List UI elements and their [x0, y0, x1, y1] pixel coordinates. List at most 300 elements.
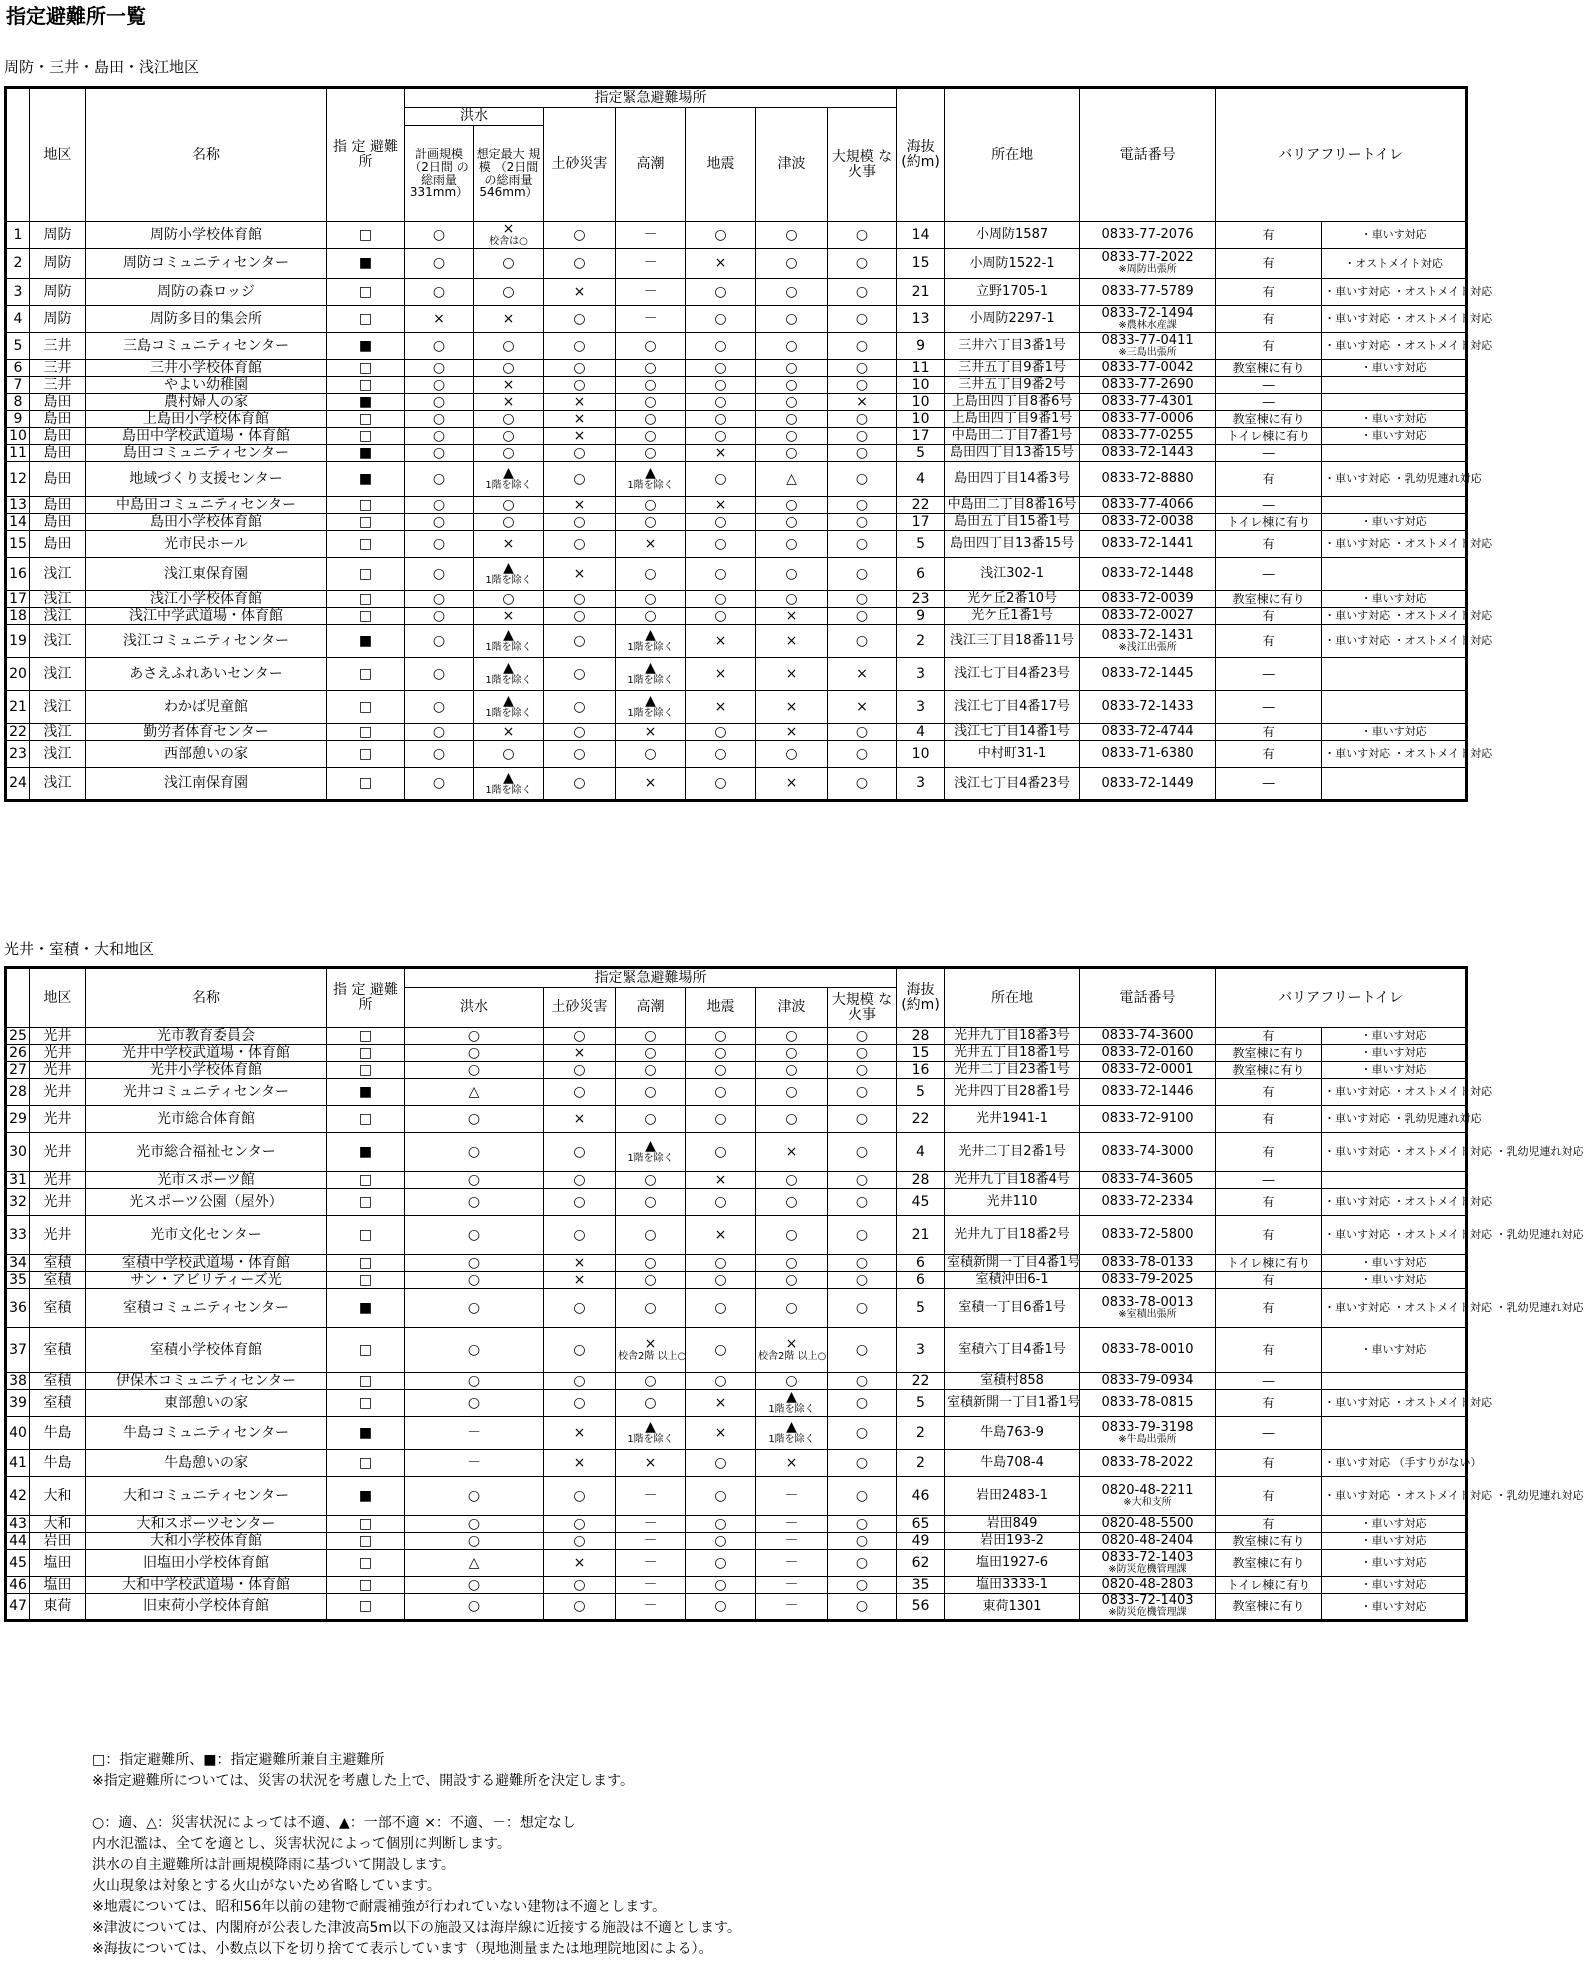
row-fire: ○ — [828, 1216, 897, 1255]
row-barrier-status: 有 — [1216, 741, 1322, 768]
row-designated: □ — [327, 1390, 405, 1417]
row-quake: ○ — [686, 1533, 756, 1550]
table-row — [6, 625, 1467, 658]
row-address: 光井九丁目18番3号 — [945, 1028, 1080, 1045]
col-designated: 指 定 避難所 — [327, 88, 405, 222]
row-quake: × — [686, 249, 756, 279]
row-flood-plan: ○ — [405, 360, 474, 377]
row-barrier-detail: ・車いす対応 ・オストメイト対応 ・乳幼児連れ対応 — [1322, 1133, 1467, 1172]
row-number: 37 — [6, 1328, 30, 1373]
row-fire: ○ — [828, 741, 897, 768]
row-district: 牛島 — [30, 1417, 86, 1450]
row-flood-plan: ○ — [405, 411, 474, 428]
notes — [92, 1750, 741, 1960]
row-storm — [616, 625, 686, 658]
row-name: 地域づくり支援センター — [86, 462, 327, 497]
row-phone-note: ※農林水産課 — [1118, 319, 1177, 331]
row-quake: ○ — [686, 428, 756, 445]
row-storm-mark: × — [644, 1454, 657, 1471]
row-altitude: 16 — [897, 1062, 945, 1079]
row-flood-max-note: 1階を除く — [485, 675, 532, 687]
row-designated: ■ — [327, 333, 405, 360]
row-storm — [616, 249, 686, 279]
table-row — [6, 1106, 1467, 1133]
row-altitude: 35 — [897, 1577, 945, 1594]
row-altitude: 21 — [897, 1216, 945, 1255]
row-landslide: ○ — [544, 360, 616, 377]
table-row — [6, 591, 1467, 608]
row-phone-number: 0833-72-1446 — [1101, 1084, 1194, 1100]
row-phone — [1080, 1216, 1216, 1255]
row-quake: ○ — [686, 1189, 756, 1216]
row-barrier-detail: ・車いす対応 ・オストメイト対応 — [1322, 531, 1467, 558]
row-barrier-status: 有 — [1216, 306, 1322, 333]
note-line: ※海抜については、小数点以下を切り捨てて表示しています（現地測量または地理院地図による）。 — [92, 1941, 713, 1957]
row-tsunami-mark: ○ — [785, 496, 798, 513]
row-name: 伊保木コミュニティセンター — [86, 1373, 327, 1390]
row-quake: ○ — [686, 377, 756, 394]
row-number: 31 — [6, 1172, 30, 1189]
row-barrier-status: 有 — [1216, 1450, 1322, 1477]
col-quake: 地震 — [686, 988, 756, 1028]
row-number: 19 — [6, 625, 30, 658]
col-designated: 指 定 避難所 — [327, 968, 405, 1028]
row-tsunami-mark: ○ — [785, 535, 798, 552]
row-barrier-detail: ・車いす対応 — [1322, 1062, 1467, 1079]
table-row — [6, 222, 1467, 249]
row-number: 14 — [6, 514, 30, 531]
row-quake: ○ — [686, 462, 756, 497]
table-row — [6, 1450, 1467, 1477]
row-altitude: 9 — [897, 333, 945, 360]
row-designated: ■ — [327, 462, 405, 497]
row-quake: ○ — [686, 531, 756, 558]
row-fire: ○ — [828, 1106, 897, 1133]
row-quake: ○ — [686, 411, 756, 428]
row-phone — [1080, 1106, 1216, 1133]
row-district: 室積 — [30, 1272, 86, 1289]
row-district: 浅江 — [30, 658, 86, 691]
row-flood-max-mark: ○ — [502, 255, 515, 272]
row-designated: □ — [327, 768, 405, 801]
row-landslide: ○ — [544, 1533, 616, 1550]
row-phone-number: 0833-77-0042 — [1101, 360, 1194, 376]
row-tsunami — [756, 394, 828, 411]
row-storm — [616, 1028, 686, 1045]
row-altitude: 6 — [897, 558, 945, 591]
row-barrier-status: 有 — [1216, 1106, 1322, 1133]
table-row — [6, 497, 1467, 514]
row-fire: ○ — [828, 333, 897, 360]
row-barrier-detail — [1322, 768, 1467, 801]
row-storm — [616, 608, 686, 625]
table-row — [6, 411, 1467, 428]
row-barrier-detail: ・車いす対応 — [1322, 1533, 1467, 1550]
row-flood-max-mark: × — [502, 607, 515, 624]
col-flood-plan: 計画規模 （2日間 の総雨量 331mm） — [405, 126, 474, 222]
row-flood-max — [474, 558, 544, 591]
row-name: 大和中学校武道場・体育館 — [86, 1577, 327, 1594]
row-phone — [1080, 1062, 1216, 1079]
row-address: 室積村858 — [945, 1373, 1080, 1390]
row-flood-plan: ○ — [405, 608, 474, 625]
row-landslide: × — [544, 1417, 616, 1450]
row-altitude: 5 — [897, 445, 945, 462]
row-district: 三井 — [30, 377, 86, 394]
row-altitude: 2 — [897, 1450, 945, 1477]
row-name: 東部憩いの家 — [86, 1390, 327, 1417]
row-name: 光市民ホール — [86, 531, 327, 558]
col-tsunami: 津波 — [756, 108, 828, 222]
row-landslide: × — [544, 1450, 616, 1477]
row-address: 三井六丁目3番1号 — [945, 333, 1080, 360]
row-altitude: 3 — [897, 658, 945, 691]
row-designated: □ — [327, 1189, 405, 1216]
row-tsunami-mark: ○ — [785, 1271, 798, 1288]
row-barrier-status: 教室棟に有り — [1216, 360, 1322, 377]
row-storm-mark: ○ — [644, 1044, 657, 1061]
row-number: 23 — [6, 741, 30, 768]
row-designated: □ — [327, 411, 405, 428]
row-altitude: 15 — [897, 1045, 945, 1062]
row-phone-number: 0833-72-1441 — [1101, 536, 1194, 552]
row-barrier-status: トイレ棟に有り — [1216, 1255, 1322, 1272]
row-tsunami — [756, 1550, 828, 1577]
row-tsunami-mark: ○ — [785, 337, 798, 354]
row-name: 勤労者体育センター — [86, 724, 327, 741]
row-flood: ○ — [405, 1255, 544, 1272]
row-altitude: 21 — [897, 279, 945, 306]
row-landslide: ○ — [544, 1028, 616, 1045]
row-quake: ○ — [686, 608, 756, 625]
row-barrier-status: 教室棟に有り — [1216, 1533, 1322, 1550]
row-address: 三井五丁目9番2号 — [945, 377, 1080, 394]
row-name: 周防の森ロッジ — [86, 279, 327, 306]
row-fire: ○ — [828, 558, 897, 591]
row-phone-number: 0833-79-0934 — [1101, 1373, 1194, 1389]
row-barrier-status: 有 — [1216, 462, 1322, 497]
row-address: 光ケ丘1番1号 — [945, 608, 1080, 625]
row-landslide: ○ — [544, 1079, 616, 1106]
row-name: 旧束荷小学校体育館 — [86, 1594, 327, 1621]
row-storm-mark: － — [643, 283, 658, 300]
row-tsunami-mark: － — [784, 1487, 799, 1504]
row-tsunami — [756, 768, 828, 801]
row-landslide: × — [544, 1550, 616, 1577]
row-phone-number: 0833-79-2025 — [1101, 1272, 1194, 1288]
row-designated: □ — [327, 279, 405, 306]
table-row — [6, 1062, 1467, 1079]
table-row — [6, 1417, 1467, 1450]
col-barrier: バリアフリートイレ — [1216, 88, 1467, 222]
row-flood-max — [474, 394, 544, 411]
row-flood-plan: ○ — [405, 462, 474, 497]
row-name: 浅江中学武道場・体育館 — [86, 608, 327, 625]
row-storm-mark: ○ — [644, 1027, 657, 1044]
row-designated: □ — [327, 1594, 405, 1621]
row-landslide: ○ — [544, 591, 616, 608]
row-flood-max — [474, 377, 544, 394]
row-district: 島田 — [30, 514, 86, 531]
row-phone — [1080, 1550, 1216, 1577]
row-flood: △ — [405, 1079, 544, 1106]
row-designated: □ — [327, 1328, 405, 1373]
row-number: 3 — [6, 279, 30, 306]
row-phone-number: 0833-74-3600 — [1101, 1028, 1194, 1044]
row-tsunami — [756, 625, 828, 658]
row-flood-plan: ○ — [405, 724, 474, 741]
row-tsunami-mark: ○ — [785, 1027, 798, 1044]
row-quake: ○ — [686, 1062, 756, 1079]
row-number: 7 — [6, 377, 30, 394]
row-storm — [616, 1516, 686, 1533]
row-flood-max-mark: ▲ — [503, 465, 514, 482]
row-flood-plan: ○ — [405, 658, 474, 691]
shelter-table-1 — [4, 86, 1493, 802]
row-number: 12 — [6, 462, 30, 497]
row-flood-plan: ○ — [405, 377, 474, 394]
row-landslide: ○ — [544, 1062, 616, 1079]
row-flood-max — [474, 411, 544, 428]
row-tsunami-mark: ○ — [785, 1061, 798, 1078]
row-designated: □ — [327, 608, 405, 625]
row-altitude: 5 — [897, 1390, 945, 1417]
table-row — [6, 658, 1467, 691]
row-name: 光市文化センター — [86, 1216, 327, 1255]
row-phone — [1080, 1079, 1216, 1106]
row-district: 光井 — [30, 1216, 86, 1255]
table-row — [6, 1216, 1467, 1255]
row-storm-mark: ○ — [644, 1083, 657, 1100]
row-storm — [616, 1550, 686, 1577]
row-number: 1 — [6, 222, 30, 249]
row-district: 浅江 — [30, 625, 86, 658]
row-fire: ○ — [828, 591, 897, 608]
row-phone-number: 0833-72-2334 — [1101, 1194, 1194, 1210]
row-tsunami — [756, 1028, 828, 1045]
row-altitude: 28 — [897, 1028, 945, 1045]
row-fire: ○ — [828, 249, 897, 279]
row-storm — [616, 1172, 686, 1189]
row-barrier-status: ― — [1216, 1172, 1322, 1189]
row-storm-mark: － — [643, 1598, 658, 1615]
row-fire: ○ — [828, 279, 897, 306]
row-storm-note: 校舎2階 以上○ — [618, 1351, 687, 1363]
row-fire: ○ — [828, 1328, 897, 1373]
row-phone-number: 0833-72-0038 — [1101, 514, 1194, 530]
row-flood: ○ — [405, 1289, 544, 1328]
row-altitude: 23 — [897, 591, 945, 608]
row-phone-number: 0833-72-8880 — [1101, 471, 1194, 487]
row-name: 三島コミュニティセンター — [86, 333, 327, 360]
row-name: 室積小学校体育館 — [86, 1328, 327, 1373]
row-flood-plan: ○ — [405, 333, 474, 360]
row-quake: ○ — [686, 1079, 756, 1106]
row-tsunami — [756, 591, 828, 608]
row-name: 大和小学校体育館 — [86, 1533, 327, 1550]
row-storm — [616, 1106, 686, 1133]
row-phone — [1080, 497, 1216, 514]
row-district: 浅江 — [30, 591, 86, 608]
row-flood: ○ — [405, 1516, 544, 1533]
row-phone — [1080, 514, 1216, 531]
row-barrier-status: 有 — [1216, 608, 1322, 625]
row-flood: ○ — [405, 1477, 544, 1516]
row-quake: ○ — [686, 1133, 756, 1172]
row-number: 22 — [6, 724, 30, 741]
row-landslide: × — [544, 1106, 616, 1133]
row-barrier-detail: ・車いす対応 ・オストメイト対応 — [1322, 1079, 1467, 1106]
row-number: 41 — [6, 1450, 30, 1477]
row-phone-number: 0833-72-0160 — [1101, 1045, 1194, 1061]
row-altitude: 5 — [897, 531, 945, 558]
row-flood-max-note: 1階を除く — [485, 642, 532, 654]
row-storm — [616, 1450, 686, 1477]
row-number: 29 — [6, 1106, 30, 1133]
row-barrier-status: トイレ棟に有り — [1216, 514, 1322, 531]
row-flood-max-mark: ○ — [502, 590, 515, 607]
row-phone — [1080, 1594, 1216, 1621]
row-flood-plan: ○ — [405, 394, 474, 411]
row-storm — [616, 1079, 686, 1106]
row-flood: ○ — [405, 1390, 544, 1417]
row-phone — [1080, 1417, 1216, 1450]
row-designated: □ — [327, 1216, 405, 1255]
row-number: 24 — [6, 768, 30, 801]
row-barrier-status: 有 — [1216, 1272, 1322, 1289]
row-tsunami-mark: ○ — [785, 359, 798, 376]
row-barrier-detail: ・車いす対応 — [1322, 1328, 1467, 1373]
row-phone-note: ※防災危機管理課 — [1108, 1607, 1187, 1619]
row-phone-note: ※大和支所 — [1123, 1496, 1172, 1508]
row-barrier-detail: ・車いす対応 — [1322, 360, 1467, 377]
row-barrier-status: 有 — [1216, 1516, 1322, 1533]
row-name: 周防小学校体育館 — [86, 222, 327, 249]
row-tsunami-mark: ○ — [785, 283, 798, 300]
row-phone-number: 0833-72-1443 — [1101, 445, 1194, 461]
row-name: 室積コミュニティセンター — [86, 1289, 327, 1328]
row-barrier-detail: ・車いす対応 ・乳幼児連れ対応 — [1322, 1106, 1467, 1133]
row-storm — [616, 1533, 686, 1550]
row-storm — [616, 445, 686, 462]
row-flood-plan: ○ — [405, 514, 474, 531]
row-landslide: ○ — [544, 1189, 616, 1216]
row-district: 島田 — [30, 462, 86, 497]
row-phone — [1080, 1028, 1216, 1045]
row-address: 島田四丁目13番15号 — [945, 531, 1080, 558]
row-barrier-detail — [1322, 1172, 1467, 1189]
row-storm-mark: ○ — [644, 376, 657, 393]
row-landslide: × — [544, 411, 616, 428]
table-row — [6, 1477, 1467, 1516]
row-storm-mark: ○ — [644, 427, 657, 444]
row-landslide: ○ — [544, 249, 616, 279]
col-phone: 電話番号 — [1080, 968, 1216, 1028]
row-address: 浅江七丁目14番1号 — [945, 724, 1080, 741]
row-phone — [1080, 1450, 1216, 1477]
col-emergency: 指定緊急避難場所 — [405, 968, 897, 988]
row-name: 中島田コミュニティセンター — [86, 497, 327, 514]
row-storm-mark: － — [643, 255, 658, 272]
row-flood-plan: ○ — [405, 691, 474, 724]
row-barrier-status: ― — [1216, 1373, 1322, 1390]
row-designated: □ — [327, 1272, 405, 1289]
row-barrier-detail: ・車いす対応 （手すりがない） — [1322, 1450, 1467, 1477]
row-barrier-status: ― — [1216, 558, 1322, 591]
row-phone — [1080, 249, 1216, 279]
row-fire: ○ — [828, 1255, 897, 1272]
row-flood: ○ — [405, 1216, 544, 1255]
row-flood-max-mark: × — [502, 723, 515, 740]
row-tsunami — [756, 1373, 828, 1390]
col-district: 地区 — [30, 968, 86, 1028]
row-address: 島田四丁目14番3号 — [945, 462, 1080, 497]
row-tsunami-mark: ○ — [785, 565, 798, 582]
row-tsunami — [756, 306, 828, 333]
row-tsunami — [756, 1062, 828, 1079]
row-storm — [616, 222, 686, 249]
row-district: 浅江 — [30, 691, 86, 724]
row-phone-number: 0833-78-0010 — [1101, 1342, 1194, 1358]
row-tsunami — [756, 741, 828, 768]
row-phone-number: 0833-72-4744 — [1101, 724, 1194, 740]
row-tsunami — [756, 249, 828, 279]
row-landslide: ○ — [544, 514, 616, 531]
row-barrier-status: 教室棟に有り — [1216, 1550, 1322, 1577]
row-storm — [616, 514, 686, 531]
row-name: 大和スポーツセンター — [86, 1516, 327, 1533]
row-phone-number: 0833-78-0013 — [1101, 1294, 1194, 1310]
row-tsunami — [756, 531, 828, 558]
row-altitude: 3 — [897, 768, 945, 801]
row-fire: ○ — [828, 1450, 897, 1477]
row-tsunami — [756, 1577, 828, 1594]
row-designated: □ — [327, 1045, 405, 1062]
row-landslide: × — [544, 428, 616, 445]
row-storm-mark: ○ — [644, 1271, 657, 1288]
row-landslide: ○ — [544, 691, 616, 724]
row-tsunami — [756, 1477, 828, 1516]
col-storm: 高潮 — [616, 108, 686, 222]
row-number: 15 — [6, 531, 30, 558]
table-row — [6, 608, 1467, 625]
row-storm — [616, 428, 686, 445]
row-altitude: 49 — [897, 1533, 945, 1550]
row-phone-number: 0833-74-3000 — [1101, 1144, 1194, 1160]
row-name: 浅江南保育園 — [86, 768, 327, 801]
row-name: 牛島憩いの家 — [86, 1450, 327, 1477]
row-tsunami-mark: × — [785, 775, 798, 792]
note-line: ※指定避難所については、災害の状況を考慮した上で、開設する避難所を決定します。 — [92, 1773, 635, 1789]
row-tsunami-mark: － — [784, 1554, 799, 1571]
row-number: 32 — [6, 1189, 30, 1216]
row-quake: ○ — [686, 333, 756, 360]
row-phone — [1080, 608, 1216, 625]
row-storm-mark: ○ — [644, 1254, 657, 1271]
col-flood: 洪水 — [405, 988, 544, 1028]
row-flood-max — [474, 658, 544, 691]
row-storm-mark: ▲ — [645, 693, 656, 710]
row-tsunami-mark: － — [784, 1598, 799, 1615]
row-address: 上島田四丁目8番6号 — [945, 394, 1080, 411]
row-tsunami-mark: ○ — [785, 310, 798, 327]
row-number: 45 — [6, 1550, 30, 1577]
row-phone — [1080, 222, 1216, 249]
row-phone — [1080, 306, 1216, 333]
row-barrier-detail: ・車いす対応 — [1322, 428, 1467, 445]
row-storm-mark: ○ — [644, 1372, 657, 1389]
row-altitude: 9 — [897, 608, 945, 625]
